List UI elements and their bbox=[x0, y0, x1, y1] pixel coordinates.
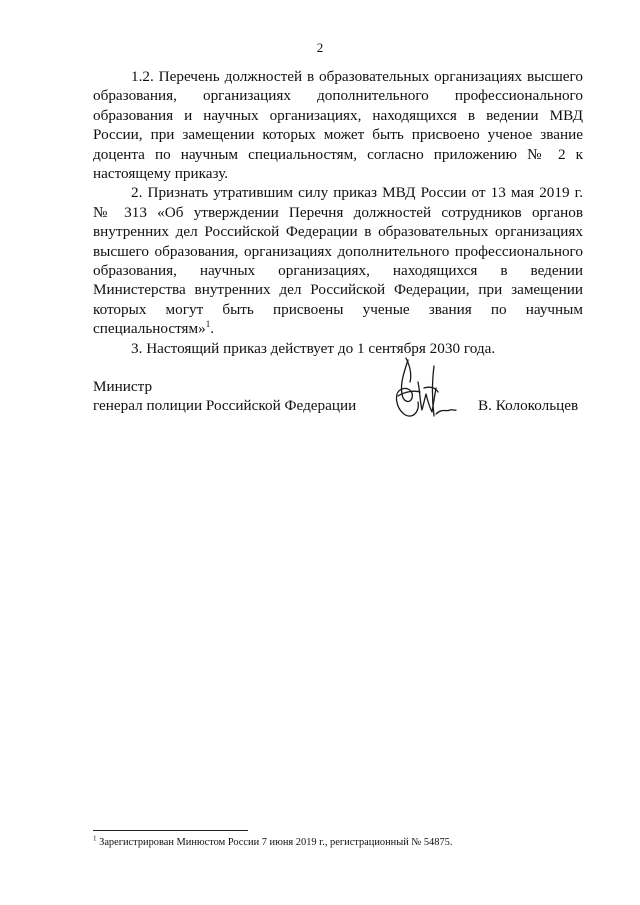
signatory-title bbox=[93, 377, 356, 416]
signatory-name: В. Колокольцев bbox=[478, 397, 579, 414]
footnote-mark: 1 bbox=[93, 834, 97, 843]
footnote-text: Зарегистрирован Минюстом России 7 июня 2019 г., регистрационный № 54875. bbox=[99, 837, 453, 848]
footnote bbox=[93, 836, 593, 849]
page-number: 2 bbox=[316, 40, 324, 55]
signatory-title-line-2: генерал полиции Российской Федерации bbox=[93, 397, 357, 415]
paragraph-2-end: . bbox=[210, 320, 215, 338]
paragraph-1-2: 1.2. Перечень должностей в образовательных организациях высшего образования, организациях дополнительного профессионального образования и научных организациях, находящихся в ведении МВД России, при замещении которых может быть присвоено ученое звание доцента по научным специальностям, согласно приложению № 2 к настоящему приказу. bbox=[93, 68, 583, 183]
paragraph-2 bbox=[93, 183, 583, 338]
paragraph-2-text: 2. Признать утратившим силу приказ МВД России от 13 мая 2019 г. № 313 «Об утверждении Перечня должностей сотрудников органов внутренних дел Российской Федерации в образовательных организациях высшего образования, организациях дополнительного профессионального образования, научных организациях, находящихся в ведении Министерства внутренних дел Российской Федерации, при замещении которых могут быть присвоены ученые звания по научным специальностям» bbox=[93, 184, 583, 338]
document-body bbox=[93, 67, 583, 358]
handwritten-signature bbox=[390, 352, 460, 426]
footnote-reference: 1 bbox=[205, 319, 211, 330]
footnote-divider bbox=[93, 830, 248, 831]
paragraph-3: 3. Настоящий приказ действует до 1 сентября 2030 года. bbox=[131, 339, 496, 357]
signatory-title-line-1: Министр bbox=[93, 378, 153, 395]
